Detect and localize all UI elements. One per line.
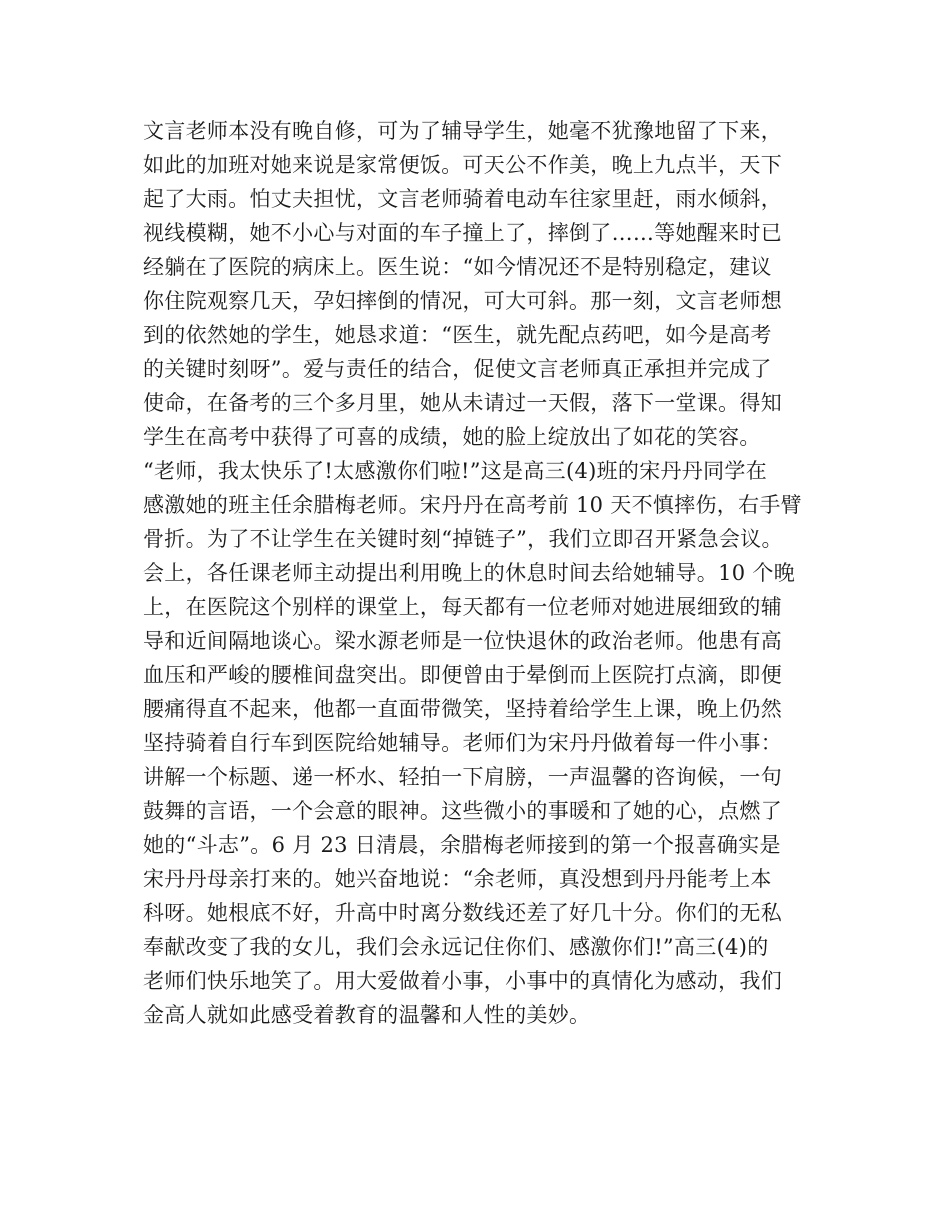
text-line: 感激她的班主任余腊梅老师。宋丹丹在高考前 10 天不慎摔伤，右手臂 xyxy=(143,493,802,517)
text-line: 老师们快乐地笑了。用大爱做着小事，小事中的真情化为感动，我们 xyxy=(143,969,782,993)
text-line: 金高人就如此感受着教育的温馨和人性的美妙。 xyxy=(143,1003,591,1027)
text-line: 经躺在了医院的病床上。医生说：“如今情况还不是特别稳定，建议 xyxy=(143,255,772,279)
body-paragraph xyxy=(143,114,833,1032)
text-line: “老师，我太快乐了!太感激你们啦!”这是高三(4)班的宋丹丹同学在 xyxy=(143,459,767,483)
text-line: 到的依然她的学生，她恳求道：“医生，就先配点药吧，如今是高考 xyxy=(143,323,772,347)
text-line: 如此的加班对她来说是家常便饭。可天公不作美，晚上九点半，天下 xyxy=(143,153,782,177)
text-line: 奉献改变了我的女儿，我们会永远记住你们、感激你们!”高三(4)的 xyxy=(143,935,769,959)
text-line: 坚持骑着自行车到医院给她辅导。老师们为宋丹丹做着每一件小事： xyxy=(143,731,782,755)
text-line: 腰痛得直不起来，他都一直面带微笑，坚持着给学生上课，晚上仍然 xyxy=(143,697,782,721)
text-line: 的关键时刻呀”。爱与责任的结合，促使文言老师真正承担并完成了 xyxy=(143,357,772,381)
text-line: 文言老师本没有晚自修，可为了辅导学生，她毫不犹豫地留了下来， xyxy=(143,119,782,143)
text-line: 骨折。为了不让学生在关键时刻“掉链子”，我们立即召开紧急会议。 xyxy=(143,527,783,551)
text-line: 科呀。她根底不好，升高中时离分数线还差了好几十分。你们的无私 xyxy=(143,901,782,925)
text-line: 会上，各任课老师主动提出利用晚上的休息时间去给她辅导。10 个晚 xyxy=(143,561,795,585)
text-line: 起了大雨。怕丈夫担忧，文言老师骑着电动车往家里赶，雨水倾斜， xyxy=(143,187,782,211)
text-line: 学生在高考中获得了可喜的成绩，她的脸上绽放出了如花的笑容。 xyxy=(143,425,761,449)
text-line: 鼓舞的言语，一个会意的眼神。这些微小的事暖和了她的心，点燃了 xyxy=(143,799,782,823)
text-line: 宋丹丹母亲打来的。她兴奋地说：“余老师，真没想到丹丹能考上本 xyxy=(143,867,772,891)
text-line: 讲解一个标题、递一杯水、轻拍一下肩膀，一声温馨的咨询候，一句 xyxy=(143,765,782,789)
text-line: 血压和严峻的腰椎间盘突出。即便曾由于晕倒而上医院打点滴，即便 xyxy=(143,663,782,687)
text-line: 导和近间隔地谈心。梁水源老师是一位快退休的政治老师。他患有高 xyxy=(143,629,782,653)
text-line: 使命，在备考的三个多月里，她从未请过一天假，落下一堂课。得知 xyxy=(143,391,782,415)
text-line: 你住院观察几天，孕妇摔倒的情况，可大可斜。那一刻，文言老师想 xyxy=(143,289,782,313)
text-line: 她的“斗志”。6 月 23 日清晨，余腊梅老师接到的第一个报喜确实是 xyxy=(143,833,781,857)
text-line: 上，在医院这个别样的课堂上，每天都有一位老师对她进展细致的辅 xyxy=(143,595,782,619)
text-line: 视线模糊，她不小心与对面的车子撞上了，摔倒了……等她醒来时已 xyxy=(143,221,782,245)
